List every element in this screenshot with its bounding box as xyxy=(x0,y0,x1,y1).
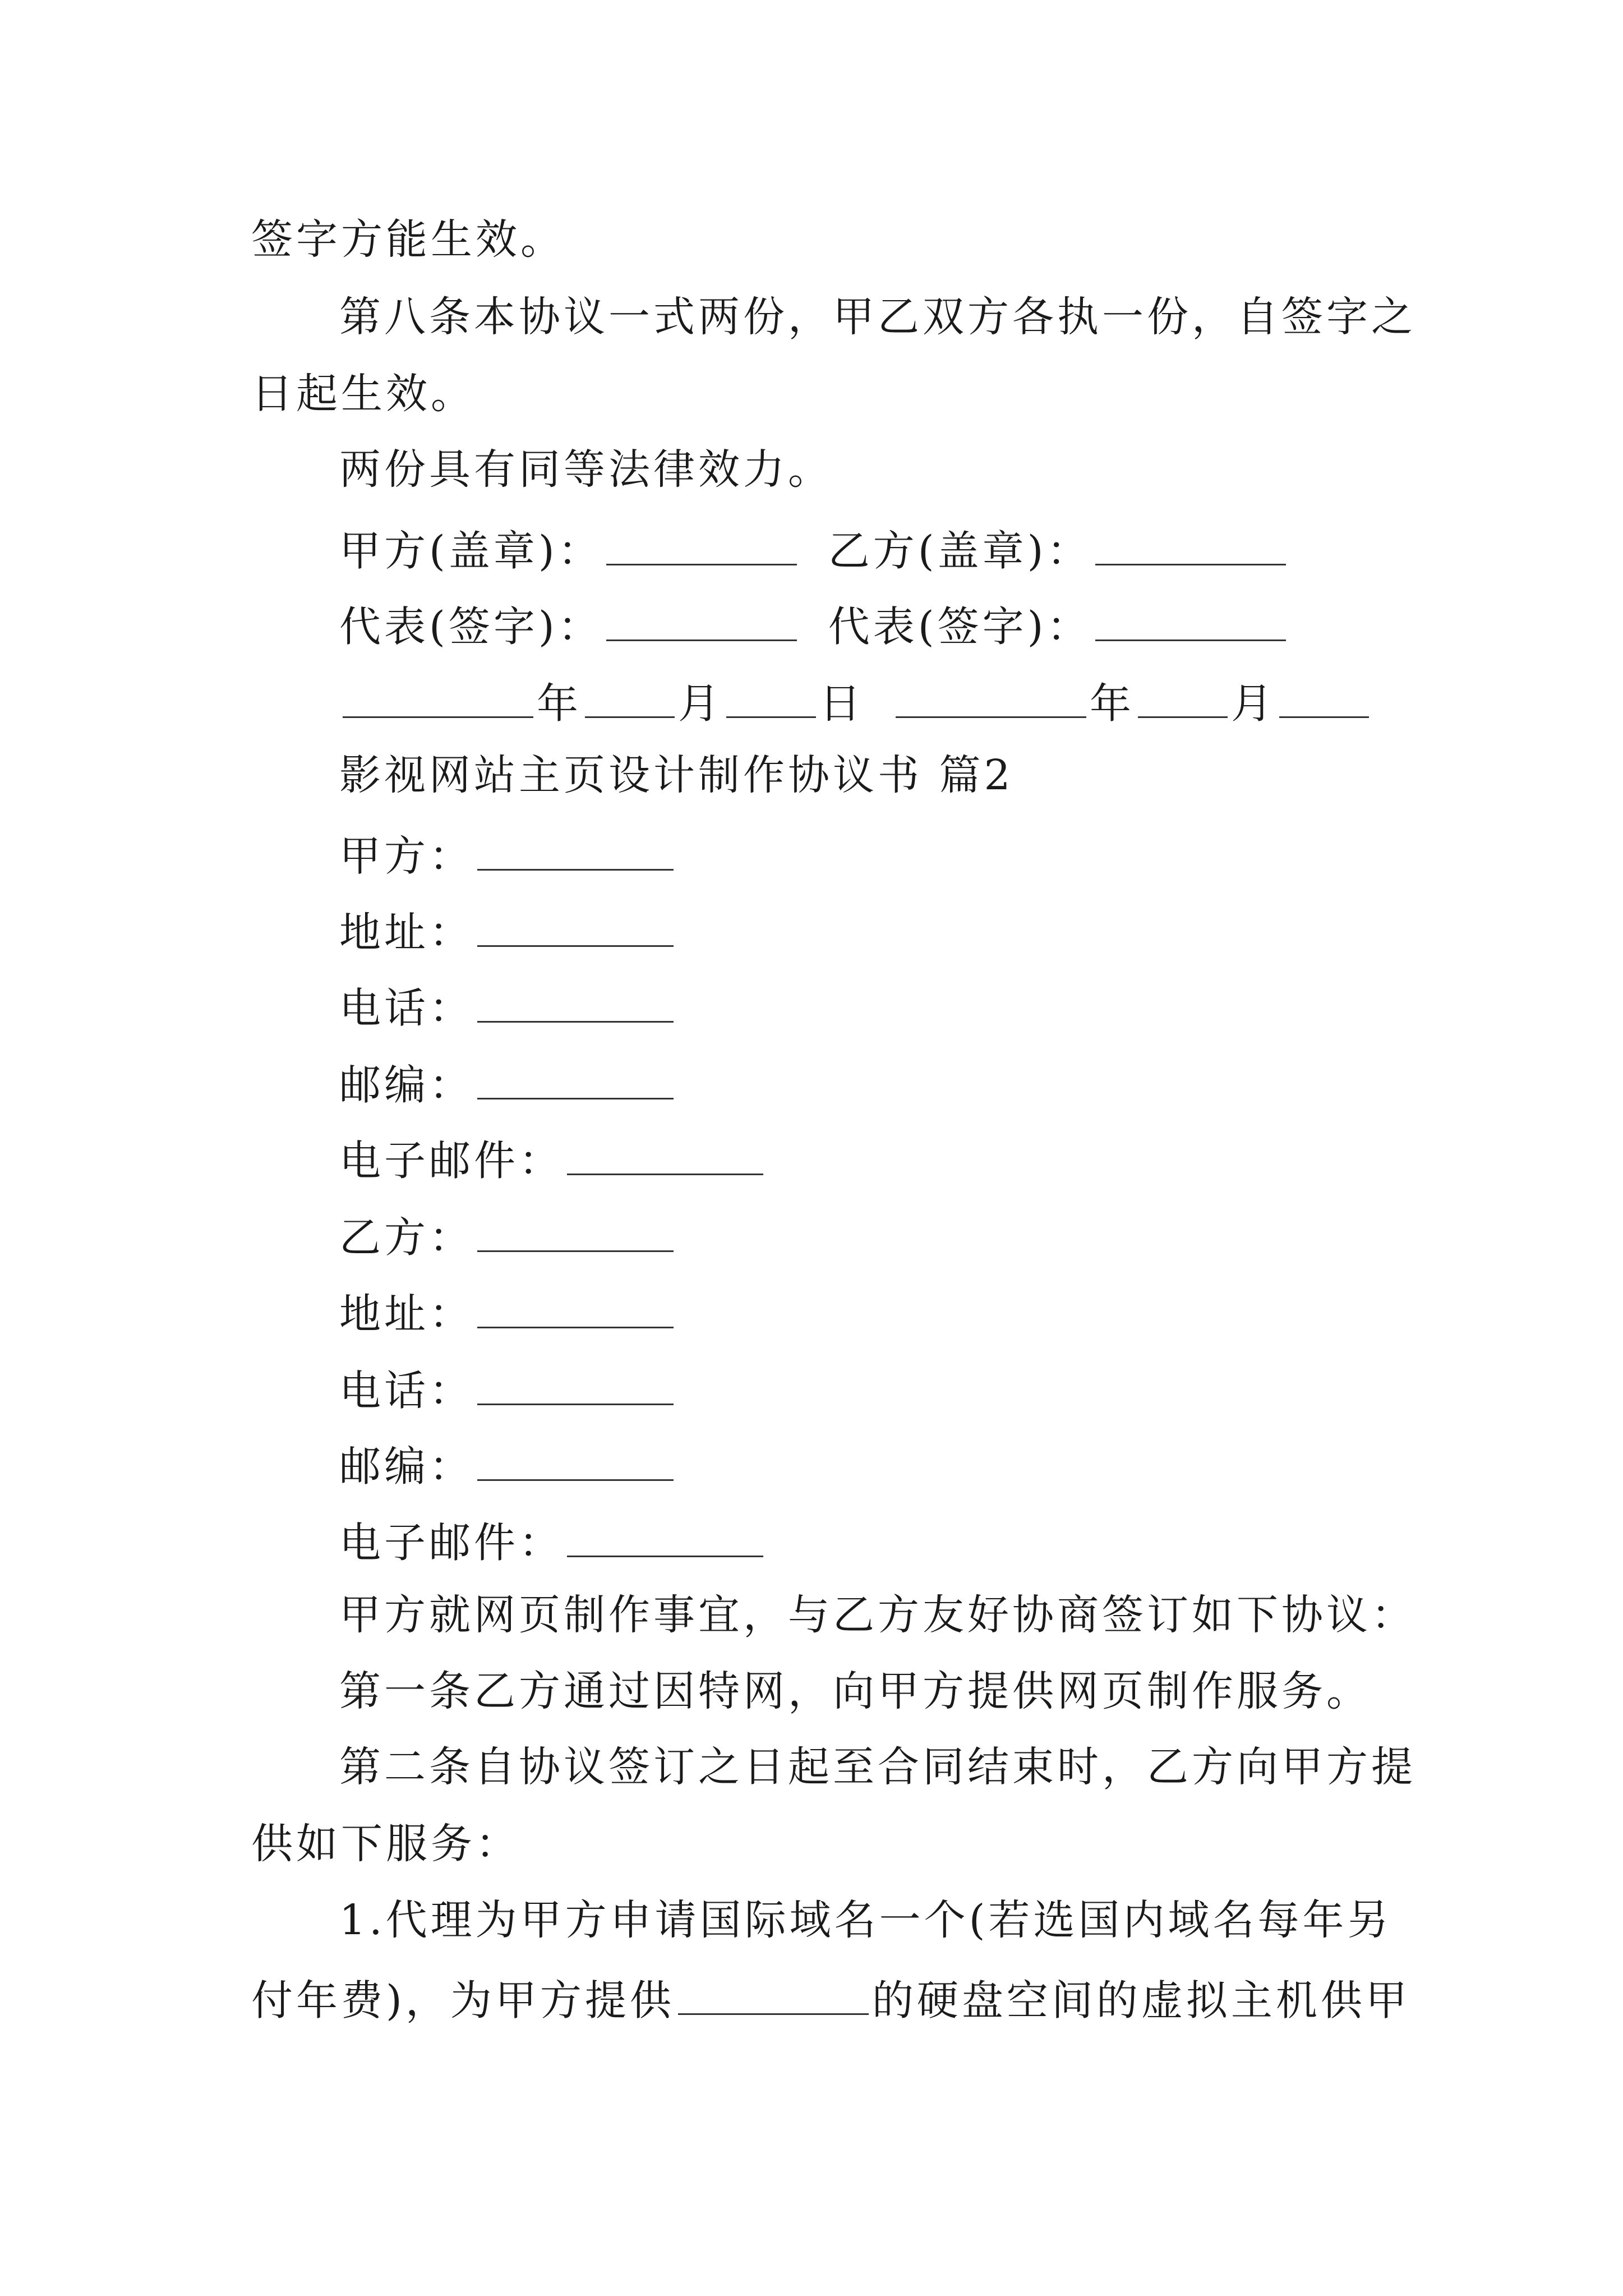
email-field xyxy=(339,1518,767,1567)
text-line: 第二条自协议签订之日起至合同结束时，乙方向甲方提 xyxy=(339,1743,1416,1791)
field-blank[interactable] xyxy=(477,831,674,871)
field-blank[interactable] xyxy=(477,1060,674,1099)
field-blank[interactable] xyxy=(477,1289,674,1328)
month-blank-2[interactable] xyxy=(1138,679,1228,718)
field-label: 地址： xyxy=(339,1290,474,1338)
year-blank[interactable] xyxy=(343,679,533,718)
signature-row-seal xyxy=(339,526,1289,576)
text-line xyxy=(251,1976,1410,2025)
field-label: 邮编： xyxy=(339,1442,474,1491)
party-b-rep-label: 代表(签字)： xyxy=(828,602,1092,651)
field-label: 电话： xyxy=(339,1366,474,1415)
field-blank[interactable] xyxy=(567,1136,763,1175)
text-line: 1.代理为甲方申请国际域名一个(若选国内域名每年另 xyxy=(339,1896,1393,1944)
text-line: 第一条乙方通过因特网，向甲方提供网页制作服务。 xyxy=(339,1667,1371,1715)
text-line: 两份具有同等法律效力。 xyxy=(339,445,833,494)
phone-field xyxy=(339,983,677,1033)
text-line: 签字方能生效。 xyxy=(251,215,565,264)
year-label: 年 xyxy=(537,679,582,728)
field-label: 电子邮件： xyxy=(339,1137,564,1185)
address-field xyxy=(339,908,677,957)
field-label: 邮编： xyxy=(339,1061,474,1110)
year-label-2: 年 xyxy=(1090,679,1135,728)
field-label: 乙方： xyxy=(339,1213,474,1262)
party-a-seal-label: 甲方(盖章)： xyxy=(339,527,603,576)
text-segment: 付年费)，为甲方提供 xyxy=(251,1976,675,2025)
field-label: 电话： xyxy=(339,984,474,1033)
day-label: 日 xyxy=(819,679,864,728)
postcode-field xyxy=(339,1060,677,1110)
field-blank[interactable] xyxy=(477,1366,674,1405)
party-a-seal-blank[interactable] xyxy=(606,526,797,565)
field-blank[interactable] xyxy=(477,983,674,1023)
field-blank[interactable] xyxy=(477,1213,674,1252)
address-field xyxy=(339,1289,677,1338)
text-line: 供如下服务： xyxy=(251,1820,520,1868)
party-a-rep-label: 代表(签字)： xyxy=(339,602,603,651)
date-row xyxy=(339,679,1372,728)
text-line: 第八条本协议一式两份，甲乙双方各执一份，自签字之 xyxy=(339,293,1416,341)
section-title: 影视网站主页设计制作协议书 篇2 xyxy=(339,751,1014,799)
email-field xyxy=(339,1136,767,1185)
month-label: 月 xyxy=(678,679,723,728)
field-blank[interactable] xyxy=(477,1442,674,1481)
text-segment: 的硬盘空间的虚拟主机供甲 xyxy=(872,1976,1410,2025)
field-label: 电子邮件： xyxy=(339,1519,564,1567)
signature-row-sign xyxy=(339,602,1289,651)
field-blank[interactable] xyxy=(477,908,674,947)
year-blank-2[interactable] xyxy=(896,679,1086,718)
party-b-seal-blank[interactable] xyxy=(1095,526,1286,565)
text-line: 甲方就网页制作事宜，与乙方友好协商签订如下协议： xyxy=(339,1591,1416,1639)
day-blank-2[interactable] xyxy=(1279,679,1369,718)
field-label: 甲方： xyxy=(339,832,474,881)
party-a-field xyxy=(339,831,677,881)
postcode-field xyxy=(339,1442,677,1491)
month-blank[interactable] xyxy=(585,679,675,718)
party-b-rep-blank[interactable] xyxy=(1095,602,1286,641)
day-blank[interactable] xyxy=(726,679,816,718)
field-label: 地址： xyxy=(339,908,474,957)
phone-field xyxy=(339,1366,677,1415)
party-a-rep-blank[interactable] xyxy=(606,602,797,641)
text-line: 日起生效。 xyxy=(251,370,476,418)
party-b-seal-label: 乙方(盖章)： xyxy=(828,527,1092,576)
disk-space-blank[interactable] xyxy=(678,1976,869,2015)
field-blank[interactable] xyxy=(567,1518,763,1557)
month-label-2: 月 xyxy=(1231,679,1276,728)
party-b-field xyxy=(339,1213,677,1262)
